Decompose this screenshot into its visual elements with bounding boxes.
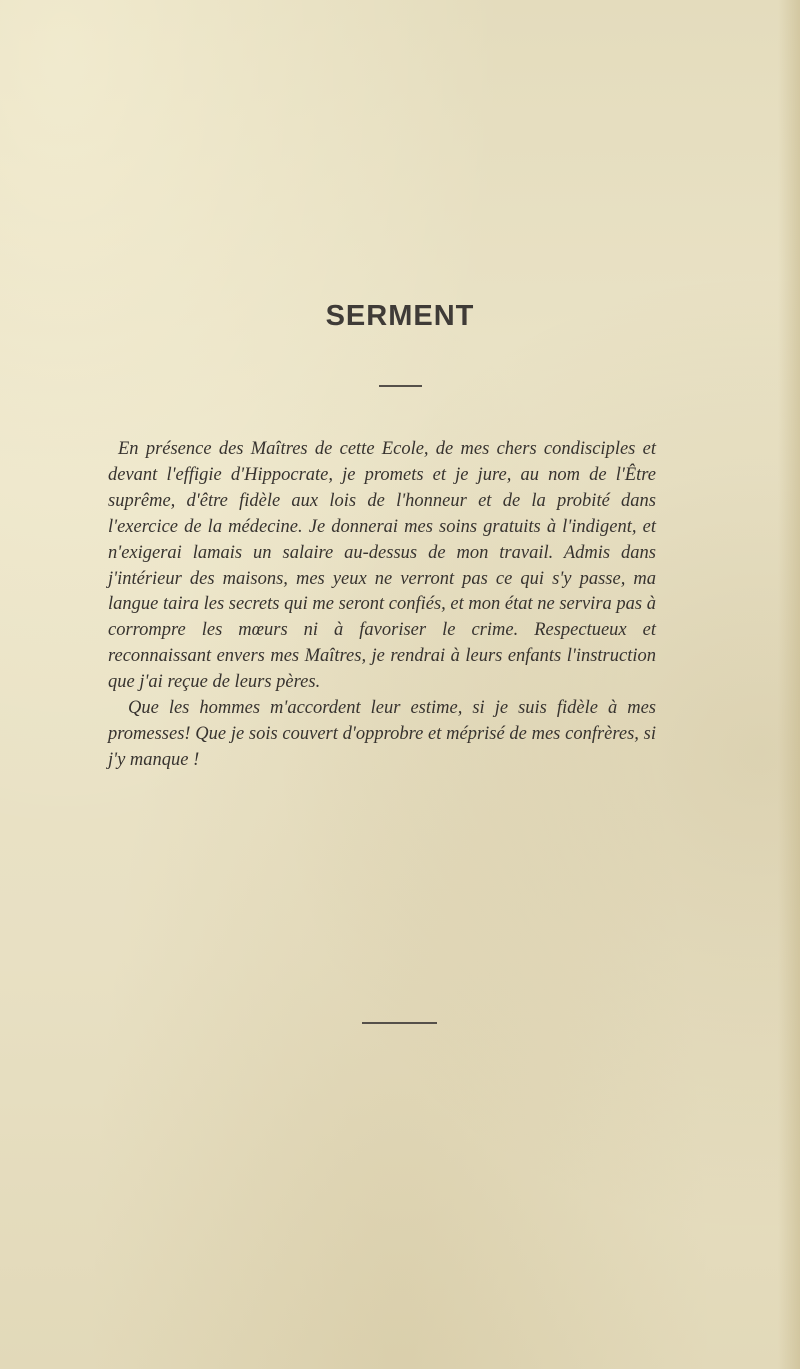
oath-paragraph-2: Que les hommes m'accordent leur estime, si je suis fidèle à mes promesses! Que je sois couvert d'opprobre et méprisé de mes confrères, si j'y manque !	[108, 698, 656, 770]
title-divider	[379, 385, 422, 387]
oath-text	[108, 437, 656, 774]
page-edge-shadow	[778, 0, 800, 1369]
oath-paragraph-1: En présence des Maîtres de cette Ecole, de mes chers condisciples et devant l'effigie d'Hippocrate, je promets et je jure, au nom de l'Être suprême, d'être fidèle aux lois de l'honneur et de la probité dans l'exercice de la médecine. Je donnerai mes soins gratuits à l'indigent, et n'exigerai lamais un salaire au-dessus de mon travail. Admis dans j'intérieur des maisons, mes yeux ne verront pas ce qui s'y passe, ma langue taira les secrets qui me seront confiés, et mon état ne servira pas à corrompre les mœurs ni à favoriser le crime. Respectueux et reconnaissant envers mes Maîtres, je rendrai à leurs enfants l'instruction que j'ai reçue de leurs pères.	[108, 439, 656, 693]
closing-divider	[362, 1022, 437, 1024]
oath-title: SERMENT	[325, 300, 475, 332]
